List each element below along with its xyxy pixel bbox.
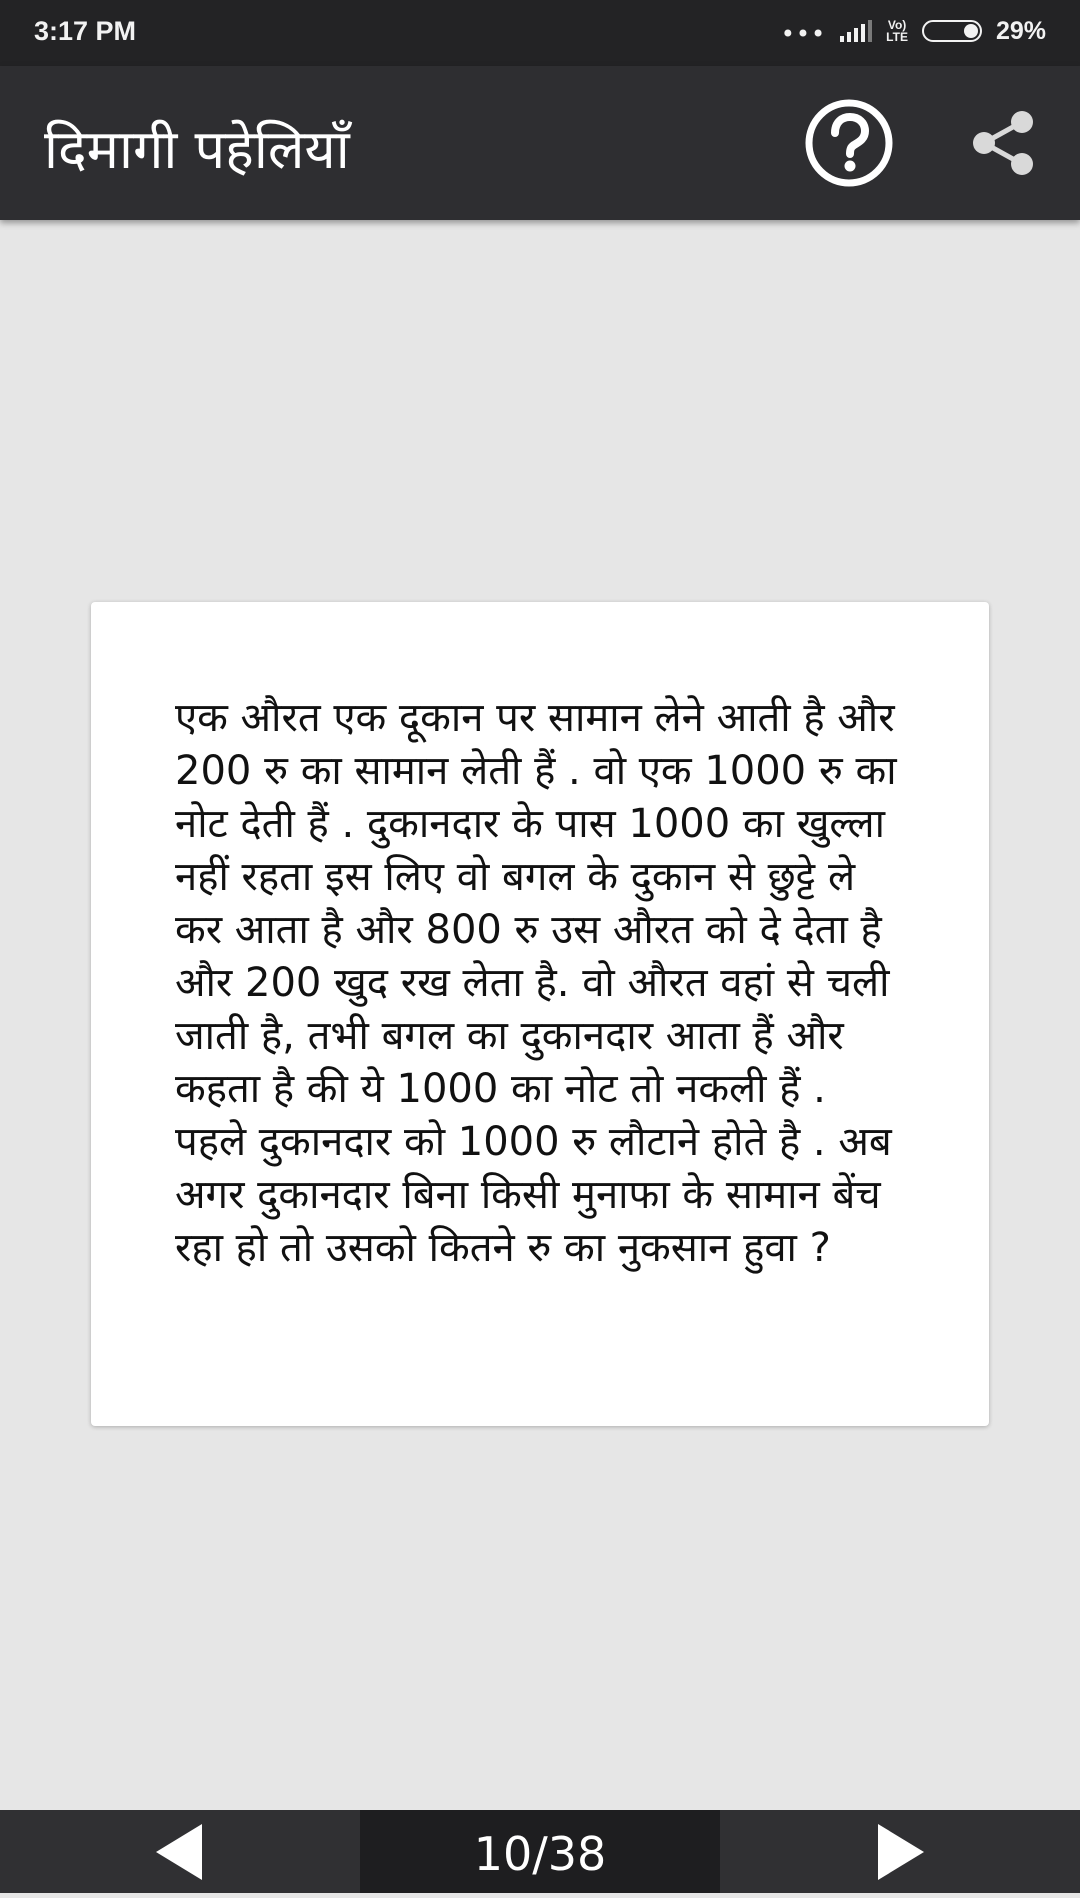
previous-button[interactable] <box>0 1810 360 1893</box>
status-bar <box>0 0 1080 66</box>
battery-level <box>964 24 978 38</box>
page-counter: 10/38 <box>360 1810 720 1893</box>
riddle-text: एक औरत एक दूकान पर सामान लेने आती है और 200 रु का सामान लेती हैं . वो एक 1000 रु का नोट देती हैं . दुकानदार के पास 1000 का खुल्ला नहीं रहता इस लिए वो बगल के दुकान से छुट्टे ले कर आता है और 800 रु उस औरत को दे देता है और 200 खुद रख लेता है. वो औरत वहां से चली जाती है, तभी बगल का दुकानदार आता हैं और कहता है की ये 1000 का नोट तो नकली हैं . पहले दुकानदार को 1000 रु लौटाने होते है . अब अगर दुकानदार बिना किसी मुनाफा के सामान बेंच रहा हो तो उसको कितने रु का नुकसान हुवा ? <box>175 695 897 1271</box>
help-button[interactable] <box>804 98 894 188</box>
battery-icon <box>922 20 982 42</box>
next-button[interactable] <box>720 1810 1080 1893</box>
lte-label: LTE <box>886 30 908 44</box>
volte-icon <box>886 19 908 43</box>
battery-percent: 29% <box>995 16 1046 45</box>
app-title: दिमागी पहेलियाँ <box>44 118 350 181</box>
riddle-card <box>91 602 989 1426</box>
signal-icon <box>840 20 872 42</box>
share-button[interactable] <box>966 106 1040 180</box>
notification-dots: ••• <box>780 20 827 48</box>
triangle-left-icon <box>0 1810 360 1893</box>
triangle-right-icon <box>720 1810 1080 1893</box>
volte-label: Vo) <box>887 18 907 32</box>
app-bar <box>0 66 1080 220</box>
status-icons <box>781 14 1046 48</box>
share-icon <box>966 106 1040 180</box>
question-circle-icon <box>804 98 894 188</box>
bottom-navigation <box>0 1810 1080 1893</box>
status-time: 3:17 PM <box>34 16 137 46</box>
